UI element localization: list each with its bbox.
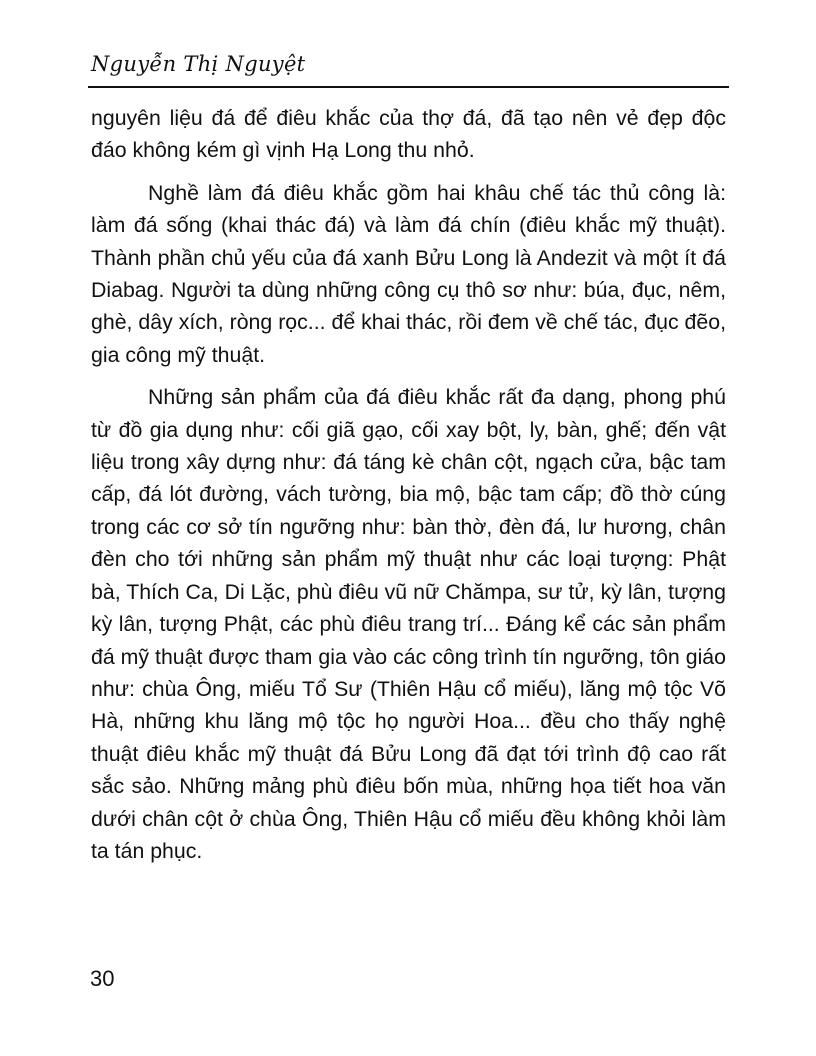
page-number: 30	[90, 966, 115, 991]
paragraph-stone-carving-process: Nghề làm đá điêu khắc gồm hai khâu chế tác thủ công là: làm đá sống (khai thác đá) và làm đá chín (điêu khắc mỹ thuật). Thành phần chủ yếu của đá xanh Bửu Long là Andezit và một ít đá Diabag. Người ta dùng những công cụ thô sơ như: búa, đục, nêm, ghè, dây xích, ròng rọc... để khai thác, rồi đem về chế tác, đục đẽo, gia công mỹ thuật.	[91, 180, 726, 367]
header-rule	[88, 86, 729, 88]
running-header-author: Nguyễn Thị Nguyệt	[91, 52, 306, 76]
paragraph-continuation: nguyên liệu đá để điêu khắc của thợ đá, đã tạo nên vẻ đẹp độc đáo không kém gì vịnh Hạ Long thu nhỏ.	[91, 106, 726, 163]
body-text	[91, 102, 726, 877]
paragraph-stone-products: Những sản phẩm của đá điêu khắc rất đa dạng, phong phú từ đồ gia dụng như: cối giã gạo, cối xay bột, ly, bàn, ghế; đến vật liệu trong xây dựng như: đá táng kè chân cột, ngạch cửa, bậc tam cấp, đá lót đường, vách tường, bia mộ, bậc tam cấp; đồ thờ cúng trong các cơ sở tín ngưỡng như: bàn thờ, đèn đá, lư hương, chân đèn cho tới những sản phẩm mỹ thuật như các loại tượng: Phật bà, Thích Ca, Di Lặc, phù điêu vũ nữ Chămpa, sư tử, kỳ lân, tượng kỳ lân, tượng Phật, các phù điêu trang trí... Đáng kể các sản phẩm đá mỹ thuật được tham gia vào các công trình tín ngưỡng, tôn giáo như: chùa Ông, miếu Tổ Sư (Thiên Hậu cổ miếu), lăng mộ tộc Võ Hà, những khu lăng mộ tộc họ người Hoa... đều cho thấy nghệ thuật điêu khắc mỹ thuật đá Bửu Long đã đạt tới trình độ cao rất sắc sảo. Những mảng phù điêu bốn mùa, những họa tiết hoa văn dưới chân cột ở chùa Ông, Thiên Hậu cổ miếu đều không khỏi làm ta tán phục.	[91, 385, 726, 863]
